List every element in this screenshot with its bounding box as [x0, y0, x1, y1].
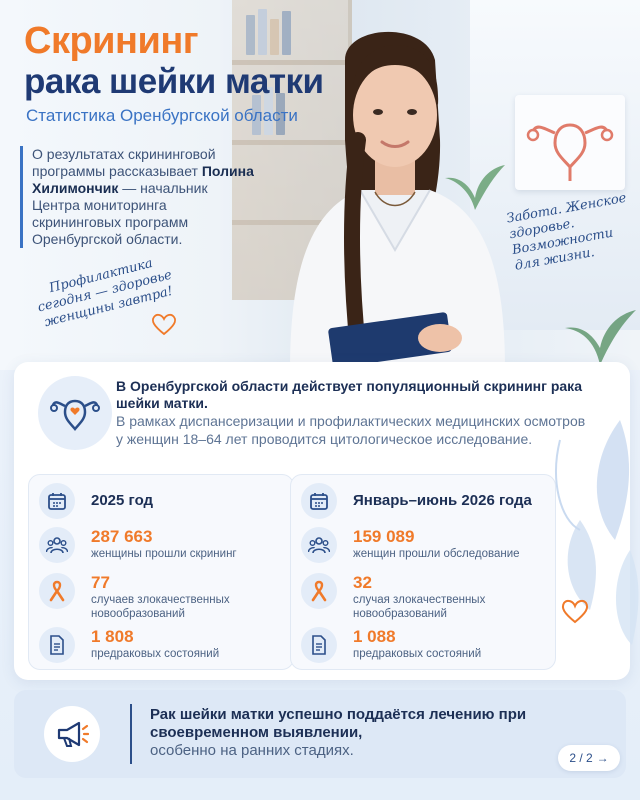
malignant-label: случая злокачественных новообразований [353, 594, 486, 620]
plant-illustration [560, 290, 640, 365]
page-subtitle: Статистика Оренбургской области [26, 106, 298, 125]
stats-column-2025 [28, 474, 294, 670]
heart-icon [560, 598, 590, 624]
banner-message [150, 706, 570, 760]
page-title-line2: рака шейки матки [24, 62, 324, 101]
banner-divider [130, 704, 132, 764]
precancer-value: 1 088 [353, 627, 396, 646]
awareness-ribbon-icon [39, 573, 75, 609]
bottom-banner [14, 690, 626, 778]
awareness-ribbon-icon [301, 573, 337, 609]
info-body: В рамках диспансеризации и профилактических медицинских осмотров у женщин 18–64 лет проводится цитологическое исследование. [116, 413, 586, 447]
screened-value: 287 663 [91, 527, 153, 546]
page-title: Скрининг [24, 20, 199, 62]
malignant-label: случаев злокачественных новообразований [91, 594, 230, 620]
megaphone-icon [44, 706, 100, 762]
period-row [39, 483, 153, 519]
stat-malignant [39, 573, 251, 621]
stat-precancer [301, 627, 481, 663]
malignant-value: 32 [353, 573, 372, 592]
stat-screened [39, 527, 237, 563]
period-row [301, 483, 532, 519]
precancer-label: предраковых состояний [353, 648, 482, 660]
stat-malignant [301, 573, 513, 621]
stat-precancer [39, 627, 219, 663]
leaf-decoration [520, 400, 640, 700]
screened-label: женщины прошли скрининг [91, 548, 237, 560]
precancer-label: предраковых состояний [91, 648, 220, 660]
expert-name: Полина Хилимончик [32, 163, 254, 196]
heart-icon [150, 312, 178, 336]
screened-label: женщин прошли обследование [353, 548, 520, 560]
calendar-icon [39, 483, 75, 519]
intro-line-pre: О результатах скрининговой программы рассказывает [32, 146, 216, 179]
pagination-button[interactable] [558, 745, 620, 771]
banner-bold-text: Рак шейки матки успешно поддаётся лечению при своевременном выявлении, [150, 706, 527, 741]
arrow-right-icon: → [596, 751, 609, 765]
malignant-value: 77 [91, 573, 110, 592]
page-indicator: 2 / 2 [569, 751, 593, 765]
stat-screened [301, 527, 520, 563]
people-icon [301, 527, 337, 563]
precancer-value: 1 808 [91, 627, 134, 646]
info-headline: В Оренбургской области действует популяционный скрининг рака шейки матки. [116, 378, 582, 411]
period-label: Январь–июнь 2026 года [353, 492, 532, 509]
screened-value: 159 089 [353, 527, 415, 546]
intro-line-post: — начальник Центра мониторинга скрининговых программ Оренбургской области. [32, 180, 208, 247]
handwritten-slogan-right: Забота. Женское здоровье. Возможности для жизни. [505, 190, 628, 274]
banner-light-text: особенно на ранних стадиях. [150, 742, 354, 759]
uterus-icon [38, 376, 112, 450]
stats-column-2026 [290, 474, 556, 670]
people-icon [39, 527, 75, 563]
document-icon [301, 627, 337, 663]
handwritten-slogan-left: Профилактика сегодня — здоровье женщины завтра! [36, 255, 175, 331]
calendar-icon [301, 483, 337, 519]
period-label: 2025 год [91, 492, 154, 509]
document-icon [39, 627, 75, 663]
intro-text [20, 146, 255, 248]
